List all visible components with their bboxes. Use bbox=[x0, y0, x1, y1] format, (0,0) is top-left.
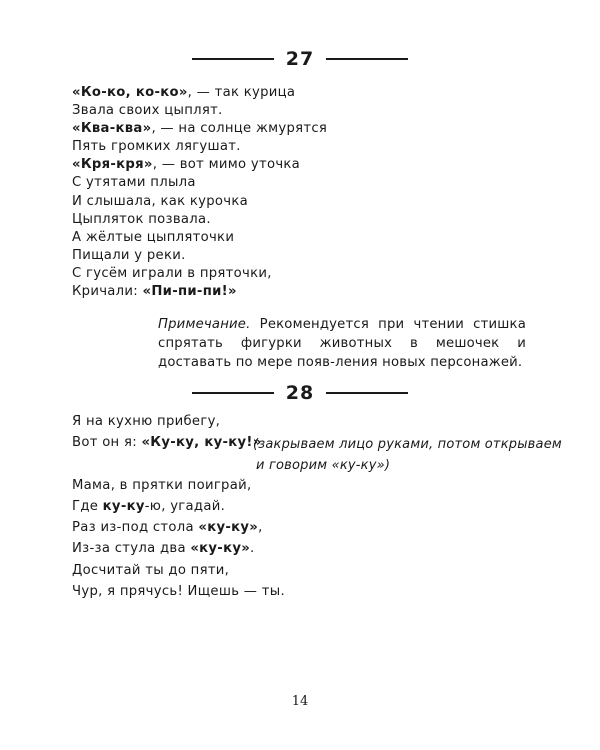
line-text: Чур, я прячусь! Ищешь — ты. bbox=[72, 584, 285, 600]
poem-line bbox=[72, 120, 327, 138]
emphasized-sound: «Ко-ко, ко-ко» bbox=[72, 85, 188, 100]
poem-line bbox=[72, 538, 285, 559]
note-text: Рекомендуется при чтении стишка спрятать фигурки животных в мешочек и доставать по мере появ-ления новых персонажей. bbox=[158, 317, 526, 370]
line-text: Мама, в прятки поиграй, bbox=[72, 477, 252, 493]
emphasized-sound: «Кря-кря» bbox=[72, 157, 153, 173]
poem-line bbox=[72, 138, 327, 156]
poem-line bbox=[72, 560, 285, 581]
poem-line bbox=[72, 84, 327, 102]
poem-line bbox=[72, 193, 327, 211]
poem-line bbox=[72, 581, 285, 602]
emphasized-sound: «ку-ку» bbox=[190, 541, 251, 557]
line-text: Звала своих цыплят. bbox=[72, 103, 223, 119]
header-rule-left bbox=[192, 392, 274, 394]
note-paragraph bbox=[158, 315, 526, 372]
poem-line bbox=[72, 211, 327, 229]
line-text: , — так курица bbox=[187, 85, 296, 100]
section-28-header bbox=[0, 378, 600, 408]
header-rule-right bbox=[326, 58, 408, 60]
poem-line bbox=[72, 475, 285, 496]
line-text: А жёлтые цыпляточки bbox=[72, 229, 235, 245]
section-number: 27 bbox=[285, 48, 315, 70]
page-number: 14 bbox=[291, 694, 309, 709]
poem-line bbox=[72, 156, 327, 174]
poem-line bbox=[72, 283, 327, 301]
line-text: . bbox=[250, 541, 255, 557]
note-label: Примечание. bbox=[158, 317, 251, 332]
poem-line bbox=[72, 247, 327, 265]
emphasized-sound: «ку-ку» bbox=[198, 520, 259, 536]
emphasized-sound: ку-ку bbox=[102, 498, 145, 514]
line-text: С утятами плыла bbox=[72, 175, 196, 191]
emphasized-sound: «Пи-пи-пи!» bbox=[142, 284, 237, 300]
line-text: -ю, угадай. bbox=[144, 498, 226, 514]
line-text: Пять громких лягушат. bbox=[72, 139, 241, 155]
line-text: , — вот мимо уточка bbox=[152, 157, 301, 173]
header-rule-right bbox=[326, 392, 408, 394]
poem-line bbox=[72, 229, 327, 247]
line-text: Досчитай ты до пяти, bbox=[72, 562, 230, 578]
poem-line bbox=[72, 174, 327, 192]
line-text: Из-за стула два bbox=[72, 541, 191, 557]
line-text: Пищали у реки. bbox=[72, 247, 186, 263]
line-text: И слышала, как курочка bbox=[72, 193, 249, 209]
section-number: 28 bbox=[285, 382, 315, 404]
emphasized-sound: «Ква-ква» bbox=[72, 121, 152, 137]
section-27-header bbox=[0, 44, 600, 74]
line-text: , — на солнце жмурятся bbox=[151, 121, 328, 137]
line-text: Где bbox=[72, 498, 103, 514]
stage-direction bbox=[253, 434, 562, 476]
poem-27 bbox=[72, 84, 327, 301]
emphasized-sound: «Ку-ку, ку-ку!» bbox=[141, 435, 262, 450]
header-rule-left bbox=[192, 58, 274, 60]
poem-line bbox=[72, 412, 285, 432]
poem-line bbox=[72, 265, 327, 283]
line-text: , bbox=[258, 520, 263, 536]
line-text: Раз из-под стола bbox=[72, 520, 199, 536]
line-text: Я на кухню прибегу, bbox=[72, 414, 221, 429]
poem-line bbox=[72, 496, 285, 517]
line-text: Кричали: bbox=[72, 284, 143, 300]
line-text: С гусём играли в пряточки, bbox=[72, 265, 272, 281]
poem-line bbox=[72, 517, 285, 538]
line-text: Цыпляток позвала. bbox=[72, 211, 211, 227]
line-text: Вот он я: bbox=[72, 435, 142, 450]
stage-direction-line-1: (закрываем лицо руками, потом открываем bbox=[253, 437, 562, 452]
poem-line bbox=[72, 102, 327, 120]
stage-direction-line-2: и говорим «ку-ку») bbox=[256, 458, 391, 473]
